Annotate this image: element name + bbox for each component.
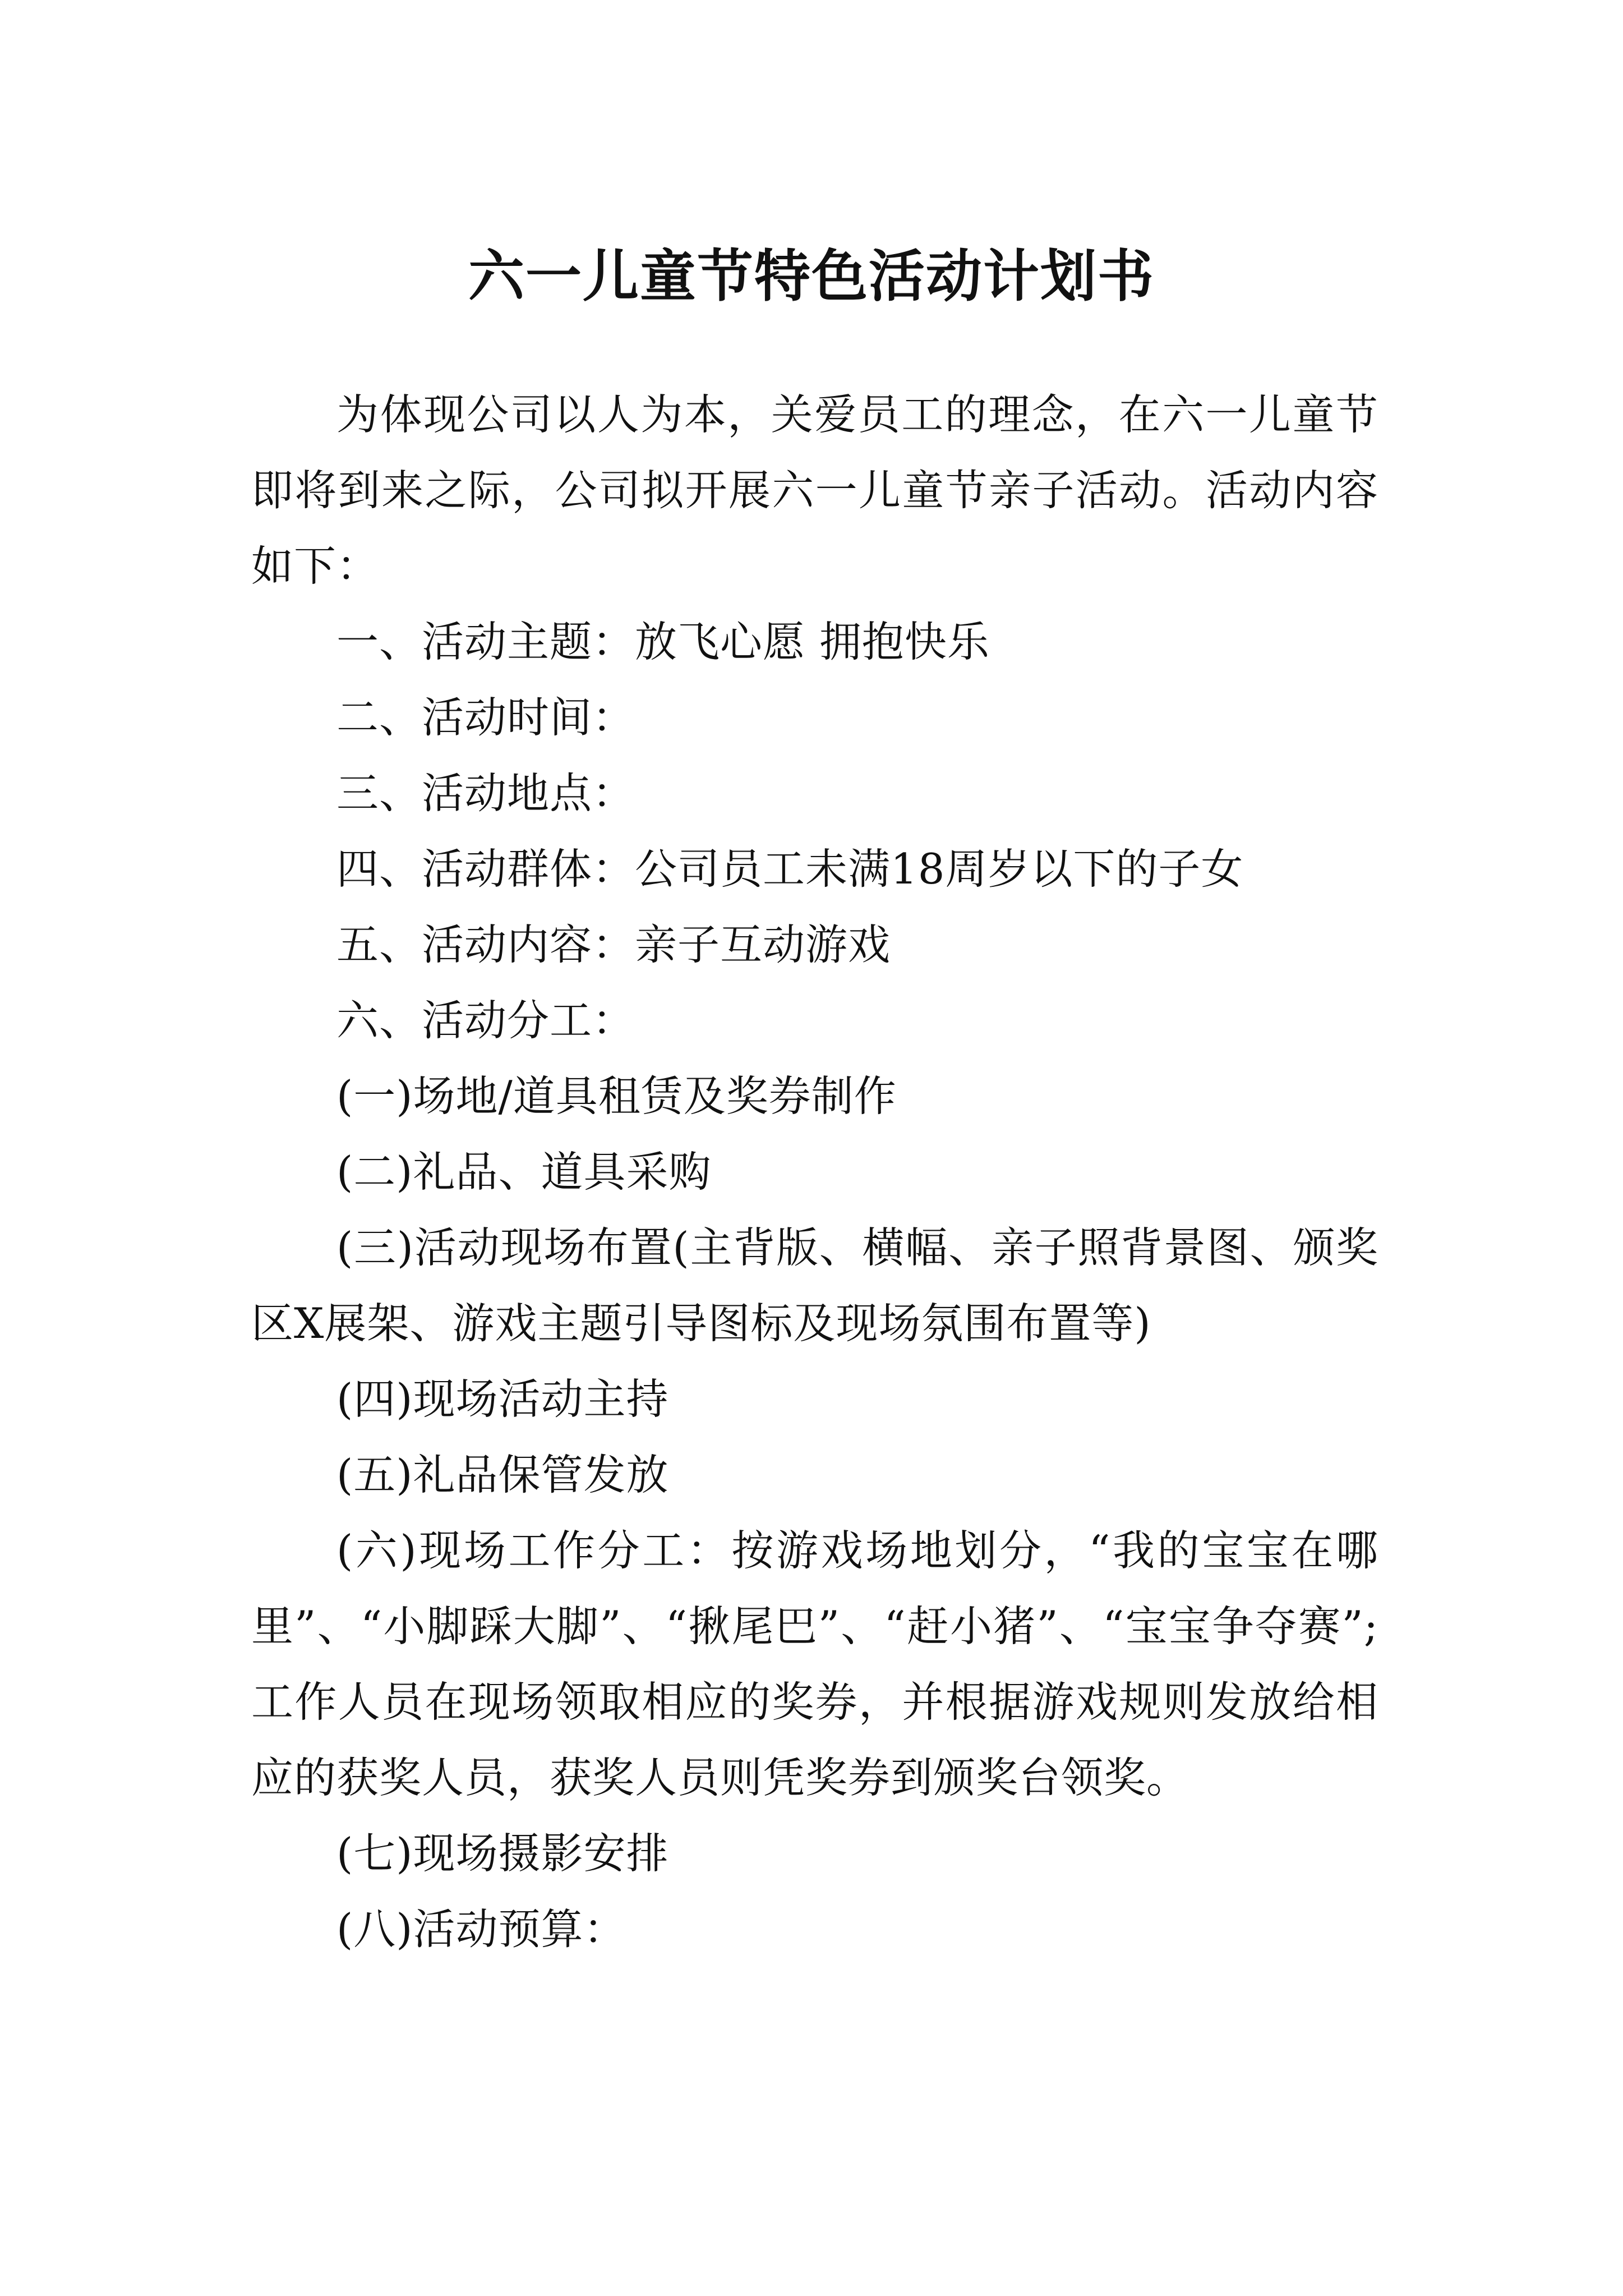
division-item-8: (八)活动预算： xyxy=(336,1904,626,1954)
division-item-6: (六)现场工作分工：按游戏场地划分，“我的宝宝在哪里”、“小脚踩大脚”、“揪尾巴”、“赶小猪”、“宝宝争夺赛”;工作人员在现场领取相应的奖券，并根据游戏规则发放给相应的获奖人员，获奖人员则凭奖券到颁奖台领奖。 xyxy=(251,1526,1378,1802)
division-item-4: (四)现场活动主持 xyxy=(336,1374,669,1424)
section-content: 五、活动内容：亲子互动游戏 xyxy=(336,920,891,969)
division-item-2: (二)礼品、道具采购 xyxy=(336,1147,712,1197)
division-item-7: (七)现场摄影安排 xyxy=(336,1829,669,1878)
division-item-1: (一)场地/道具租赁及奖券制作 xyxy=(336,1071,897,1121)
section-location: 三、活动地点： xyxy=(336,769,635,818)
document-title: 六一儿童节特色活动计划书 xyxy=(468,243,1155,309)
intro-paragraph: 为体现公司以人为本，关爱员工的理念，在六一儿童节即将到来之际，公司拟开展六一儿童节亲子活动。活动内容如下： xyxy=(251,390,1378,591)
section-theme: 一、活动主题：放飞心愿 拥抱快乐 xyxy=(336,617,990,666)
document-body xyxy=(251,377,1378,1967)
section-time: 二、活动时间： xyxy=(336,693,635,742)
section-audience: 四、活动群体：公司员工未满18周岁以下的子女 xyxy=(336,844,1244,894)
division-item-5: (五)礼品保管发放 xyxy=(336,1450,669,1499)
division-item-3: (三)活动现场布置(主背版、横幅、亲子照背景图、颁奖区X展架、游戏主题引导图标及现场氛围布置等) xyxy=(251,1223,1378,1348)
section-division: 六、活动分工： xyxy=(336,996,635,1045)
